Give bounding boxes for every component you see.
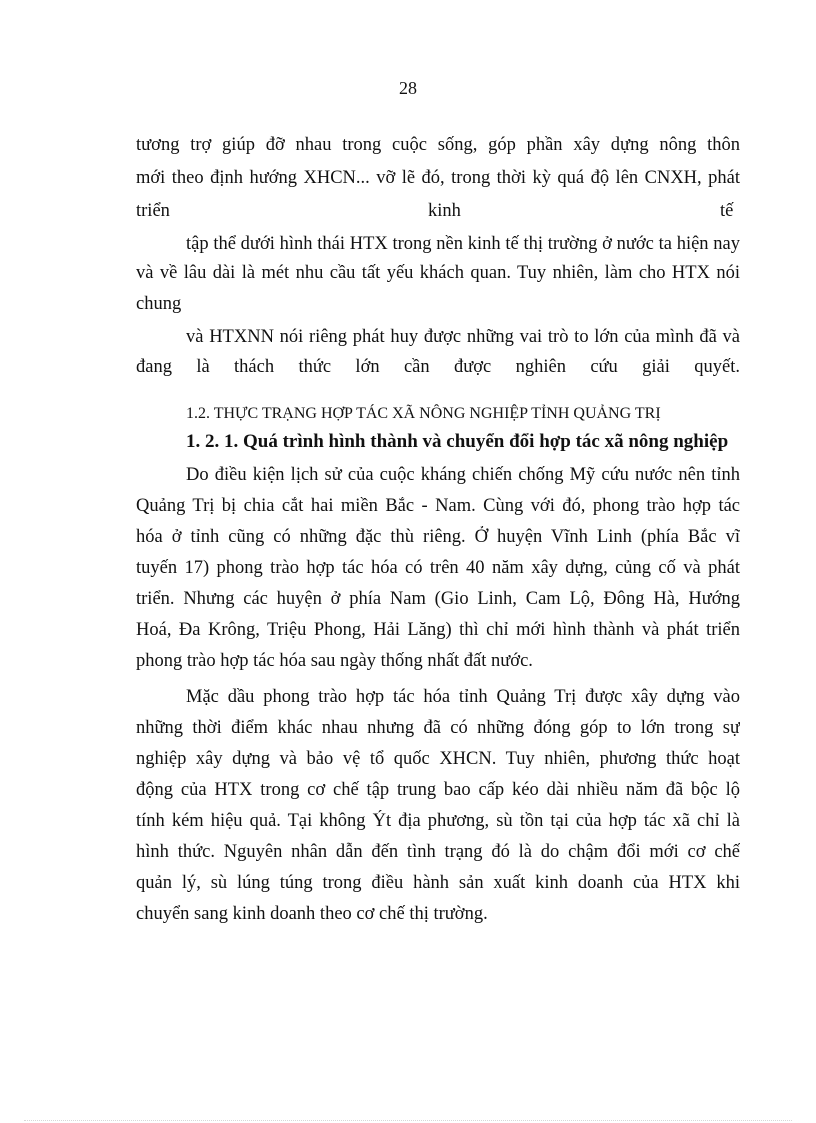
para2-line-1: Mặc dầu phong trào hợp tác hóa tỉnh Quảng Trị được xây dựng vào [186,687,740,707]
para2-line-2: những thời điểm khác nhau nhưng đã có những đóng góp to lớn trong sự [136,718,740,738]
intro-line-7: và HTXNN nói riêng phát huy được những vai trò to lớn của mình đã và [186,327,740,347]
intro-line-8: đang là thách thức lớn cần được nghiên cứu giải quyết. [136,357,740,377]
intro-line-2: mới theo định hướng XHCN... vỡ lẽ đó, trong thời kỳ quá độ lên CNXH, phát [136,168,740,188]
subsection-title: 1. 2. 1. Quá trình hình thành và chuyển đổi hợp tác xã nông nghiệp [186,431,729,452]
intro-line-6: chung [136,294,182,314]
intro-line-3-word-1: triển [136,201,170,221]
para2-line-3: nghiệp xây dựng và bảo vệ tổ quốc XHCN. Tuy nhiên, phương thức hoạt [136,749,740,769]
para1-line-3: hóa ở tỉnh cũng có những đặc thù riêng. Ở huyện Vĩnh Linh (phía Bắc vĩ [136,527,740,547]
intro-line-3-word-3: tế [720,201,734,221]
para1-line-5: triển. Nhưng các huyện ở phía Nam (Gio Linh, Cam Lộ, Đông Hà, Hướng [136,589,740,609]
para2-line-5: tính kém hiệu quả. Tại không Ýt địa phương, sù tồn tại của hợp tác xã chỉ là [136,811,740,831]
intro-line-4: tập thể dưới hình thái HTX trong nền kinh tế thị trường ở nước ta hiện nay [186,234,740,254]
para2-line-4: động của HTX trong cơ chế tập trung bao cấp kéo dài nhiều năm đã bộc lộ [136,780,740,800]
intro-line-1: tương trợ giúp đỡ nhau trong cuộc sống, góp phần xây dựng nông thôn [136,135,740,155]
page-bottom-rule [24,1120,792,1121]
para1-line-1: Do điều kiện lịch sử của cuộc kháng chiến chống Mỹ cứu nước nên tỉnh [186,465,740,485]
para1-line-4: tuyến 17) phong trào hợp tác hóa có trên 40 năm xây dựng, củng cố và phát [136,558,740,578]
para2-line-8: chuyển sang kinh doanh theo cơ chế thị trường. [136,904,488,924]
para1-line-6: Hoá, Đa Krông, Triệu Phong, Hải Lăng) thì chỉ mới hình thành và phát triển [136,620,740,640]
intro-line-3-word-2: kinh [428,201,461,221]
para2-line-7: quản lý, sù lúng túng trong điều hành sản xuất kinh doanh của HTX khi [136,873,740,893]
intro-line-5: và về lâu dài là mét nhu cầu tất yếu khách quan. Tuy nhiên, làm cho HTX nói [136,263,740,283]
section-title: 1.2. THỰC TRẠNG HỢP TÁC XÃ NÔNG NGHIỆP TỈNH QUẢNG TRỊ [186,405,661,422]
para1-line-2: Quảng Trị bị chia cắt hai miền Bắc - Nam. Cùng với đó, phong trào hợp tác [136,496,740,516]
para1-line-7: phong trào hợp tác hóa sau ngày thống nhất đất nước. [136,651,533,671]
para2-line-6: hình thức. Nguyên nhân dẫn đến tình trạng đó là do chậm đổi mới cơ chế [136,842,740,862]
page-number: 28 [399,78,417,98]
